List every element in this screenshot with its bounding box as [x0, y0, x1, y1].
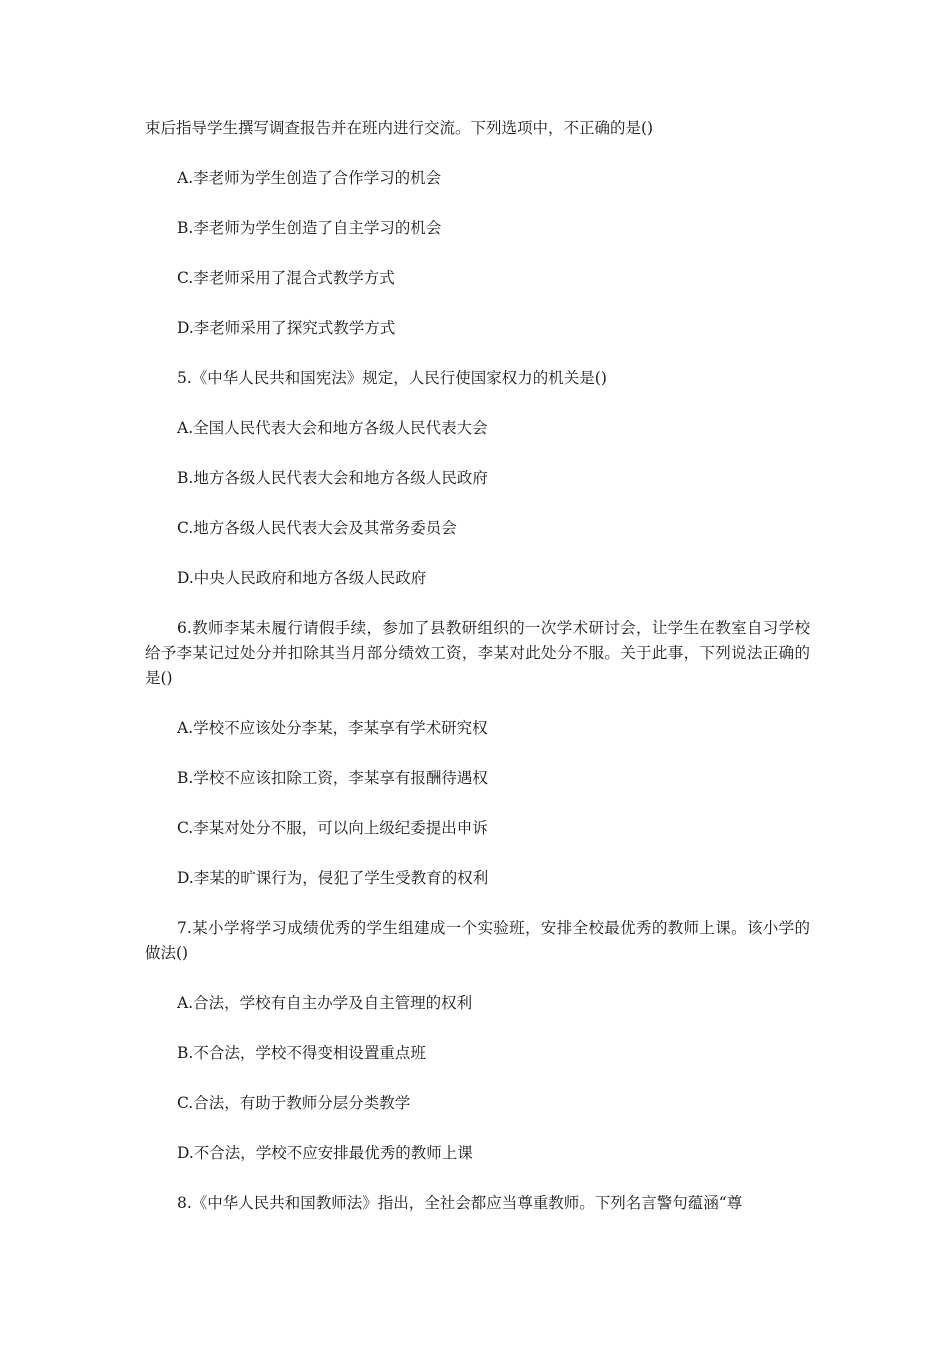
question-5-stem: 5.《中华人民共和国宪法》规定，人民行使国家权力的机关是() [177, 369, 607, 387]
q4-option-a: A.李老师为学生创造了合作学习的机会 [177, 169, 442, 187]
q6-option-b: B.学校不应该扣除工资，李某享有报酬待遇权 [177, 769, 488, 787]
q4-option-d: D.李老师采用了探究式教学方式 [177, 319, 396, 337]
q5-option-b: B.地方各级人民代表大会和地方各级人民政府 [177, 469, 488, 487]
q7-option-b: B.不合法，学校不得变相设置重点班 [177, 1044, 426, 1062]
q5-option-a: A.全国人民代表大会和地方各级人民代表大会 [177, 419, 488, 437]
q6-option-a: A.学校不应该处分李某，李某享有学术研究权 [177, 719, 488, 737]
question-8-stem: 8.《中华人民共和国教师法》指出，全社会都应当尊重教师。下列名言警句蕴涵“尊 [177, 1194, 743, 1212]
q4-option-c: C.李老师采用了混合式教学方式 [177, 269, 395, 287]
question-4-stem-continuation: 束后指导学生撰写调查报告并在班内进行交流。下列选项中，不正确的是() [145, 119, 654, 137]
q5-option-c: C.地方各级人民代表大会及其常务委员会 [177, 519, 457, 537]
q6-option-c: C.李某对处分不服，可以向上级纪委提出申诉 [177, 819, 488, 837]
q7-option-a: A.合法，学校有自主办学及自主管理的权利 [177, 994, 473, 1012]
q7-option-d: D.不合法，学校不应安排最优秀的教师上课 [177, 1144, 473, 1162]
q4-option-b: B.李老师为学生创造了自主学习的机会 [177, 219, 442, 237]
q6-option-d: D.李某的旷课行为，侵犯了学生受教育的权利 [177, 869, 489, 887]
q5-option-d: D.中央人民政府和地方各级人民政府 [177, 569, 427, 587]
q7-option-c: C.合法，有助于教师分层分类教学 [177, 1094, 411, 1112]
question-7-stem: 7.某小学将学习成绩优秀的学生组建成一个实验班，安排全校最优秀的教师上课。该小学的做法() [145, 919, 810, 962]
question-6-stem: 6.教师李某未履行请假手续，参加了县教研组织的一次学术研讨会，让学生在教室自习学校给予李某记过处分并扣除其当月部分绩效工资，李某对此处分不服。关于此事，下列说法正确的是() [145, 619, 810, 687]
